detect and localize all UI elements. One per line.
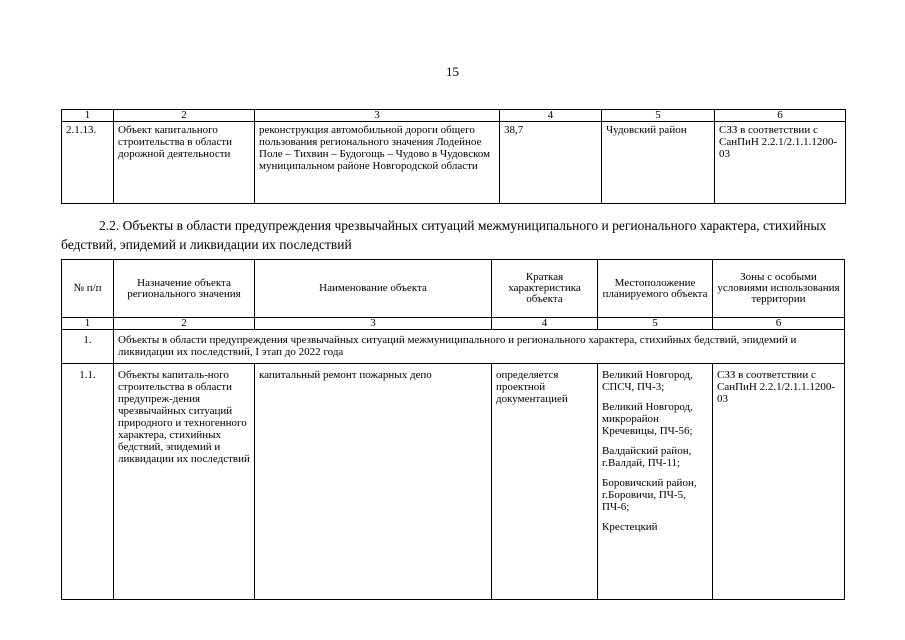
location-item: Боровичский район, г.Боровичи, ПЧ-5, ПЧ-6; (602, 477, 697, 513)
row-characteristic: 38,7 (500, 122, 602, 204)
section-title-text: Объекты в области предупреждения чрезвычайных ситуаций межмуниципального и регионального характера, стихийных бедствий, эпидемий и ликвидации их последствий (61, 218, 827, 252)
row-name: капитальный ремонт пожарных депо (255, 364, 492, 600)
row-purpose: Объект капитального строительства в области дорожной деятельности (114, 122, 255, 204)
col-number: 4 (492, 318, 598, 330)
col-number: 2 (114, 318, 255, 330)
col-number: 3 (255, 110, 500, 122)
header-location: Местоположение планируемого объекта (598, 260, 713, 318)
table-row (62, 122, 846, 204)
row-purpose: Объекты капиталь-ного строительства в области предупреж-дения чрезвычайных ситуаций природного и техногенного характера, стихийных бедствий, эпидемий и ликвидации их последствий (114, 364, 255, 600)
group-number: 1. (62, 330, 114, 364)
header-num: № п/п (62, 260, 114, 318)
col-number: 1 (62, 110, 114, 122)
col-number: 3 (255, 318, 492, 330)
section-number: 2.2. (99, 218, 120, 233)
location-item: Крестецкий (602, 521, 658, 533)
col-number: 1 (62, 318, 114, 330)
header-purpose: Назначение объекта регионального значения (114, 260, 255, 318)
col-number: 4 (500, 110, 602, 122)
row-location: Чудовский район (602, 122, 715, 204)
table-row (62, 364, 845, 600)
location-item: Валдайский район, г.Валдай, ПЧ-11; (602, 445, 692, 469)
col-number: 5 (602, 110, 715, 122)
col-number: 5 (598, 318, 713, 330)
row-locations (598, 364, 713, 600)
table-header-row (62, 260, 845, 318)
header-zones: Зоны с особыми условиями использования территории (713, 260, 845, 318)
col-number: 6 (713, 318, 845, 330)
objects-table (61, 259, 845, 600)
row-zones: СЗЗ в соответствии с СанПиН 2.2.1/2.1.1.1200-03 (715, 122, 846, 204)
group-title: Объекты в области предупреждения чрезвычайных ситуаций межмуниципального и регионального характера, стихийных бедствий, эпидемий и ликвидации их последствий, I этап до 2022 года (114, 330, 845, 364)
location-item: Великий Новгород, СПСЧ, ПЧ-3; (602, 369, 693, 393)
row-zones: СЗЗ в соответствии с СанПиН 2.2.1/2.1.1.1200-03 (713, 364, 845, 600)
column-number-row (62, 318, 845, 330)
header-name: Наименование объекта (255, 260, 492, 318)
row-characteristic: определяется проектной документацией (492, 364, 598, 600)
row-number: 2.1.13. (62, 122, 114, 204)
col-number: 2 (114, 110, 255, 122)
header-characteristic: Краткая характеристика объекта (492, 260, 598, 318)
group-row (62, 330, 845, 364)
column-number-row (62, 110, 846, 122)
section-heading (61, 216, 845, 254)
page-number: 15 (446, 64, 459, 79)
table-continuation (61, 109, 846, 204)
location-item: Великий Новгород, микрорайон Кречевицы, ПЧ-56; (602, 401, 693, 437)
col-number: 6 (715, 110, 846, 122)
row-name: реконструкция автомобильной дороги общего пользования регионального значения Лодейное Поле – Тихвин – Будогощь – Чудово в Чудовском муниципальном районе Новгородской области (255, 122, 500, 204)
row-number: 1.1. (62, 364, 114, 600)
